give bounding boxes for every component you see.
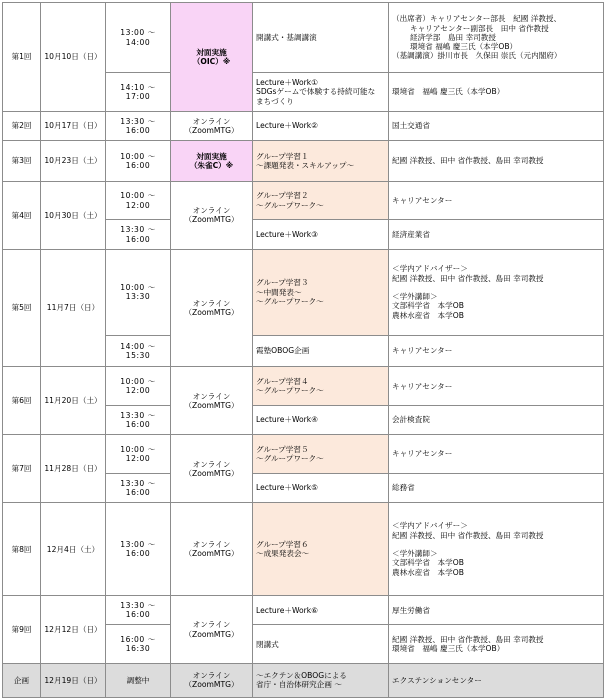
speaker-line: キャリアセンター副部長 田中 省作教授: [410, 23, 549, 33]
speaker-line: キャリアセンター: [392, 381, 453, 391]
session-speaker: [389, 3, 604, 73]
session-content: [253, 435, 389, 473]
speaker-line: 国土交通省: [392, 121, 430, 131]
speaker-line: キャリアセンター: [392, 346, 453, 356]
delivery-format: [171, 503, 253, 596]
session-time: 10:00 ～ 12:00: [106, 367, 171, 405]
speaker-line: 環境省 福嶋 慶三氏（本学OB）: [392, 87, 505, 97]
session-number: 第7回: [3, 435, 41, 503]
format-mode: オンライン: [192, 298, 231, 308]
session-content: [253, 249, 389, 335]
speaker-line: キャリアセンター: [392, 449, 453, 459]
content-line: 閉講式: [256, 639, 279, 649]
content-line: ～成果発表会～: [256, 549, 310, 559]
session-number: 企画: [3, 663, 41, 697]
speaker-line: 厚生労働省: [392, 605, 430, 615]
speaker-line: 紀國 洋教授、田中 省作教授、島田 幸司教授: [392, 156, 544, 166]
session-content: [253, 73, 389, 111]
format-mode: オンライン: [192, 539, 231, 549]
content-line: Lecture＋Work⑥: [256, 605, 318, 615]
session-date: 10月10日（日）: [41, 3, 106, 112]
session-speaker: [389, 73, 604, 111]
content-line: SDGsゲームで体験する持続可能な: [256, 87, 376, 97]
session-number: 第9回: [3, 596, 41, 664]
speaker-line: ＜学内アドバイザー＞: [392, 264, 468, 274]
content-line: ～中間発表～: [256, 287, 302, 297]
content-line: ～グループワーク～: [256, 200, 324, 210]
session-time: 13:30 ～ 16:00: [106, 596, 171, 625]
format-venue: （朱雀C）※: [189, 160, 234, 170]
content-line: グループ学習１: [256, 151, 309, 161]
speaker-line: 環境省 福嶋 慶三氏（本学OB）: [410, 42, 518, 52]
session-date: 10月23日（土）: [41, 141, 106, 182]
format-mode: オンライン: [192, 671, 231, 681]
session-content: [253, 111, 389, 140]
session-row: [3, 503, 604, 596]
session-time: 14:00 ～ 15:30: [106, 335, 171, 367]
content-line: Lecture＋Work④: [256, 415, 318, 425]
session-number: 第5回: [3, 249, 41, 367]
content-line: ～グループワーク～: [256, 454, 324, 464]
session-content: [253, 335, 389, 367]
session-row: [3, 3, 604, 73]
format-venue: （ZoomMTG）: [184, 468, 239, 478]
session-time: 14:10 ～ 17:00: [106, 73, 171, 111]
session-speaker: [389, 625, 604, 663]
format-mode: オンライン: [192, 116, 231, 126]
format-venue: （ZoomMTG）: [184, 215, 239, 225]
session-speaker: [389, 367, 604, 405]
session-date: 12月12日（日）: [41, 596, 106, 664]
session-row: [3, 111, 604, 140]
session-time: 13:30 ～ 16:00: [106, 473, 171, 502]
session-content: [253, 473, 389, 502]
speaker-line: 経済産業省: [392, 229, 430, 239]
session-speaker: [389, 596, 604, 625]
format-venue: （OIC）※: [192, 56, 231, 66]
session-speaker: [389, 503, 604, 596]
format-venue: （ZoomMTG）: [184, 680, 239, 690]
content-line: ～グループワーク～: [256, 386, 324, 396]
speaker-line: ＜学内アドバイザー＞: [392, 521, 468, 531]
content-line: 省庁・自治体研究企画 ～: [256, 680, 342, 690]
session-content: [253, 625, 389, 663]
session-date: 11月20日（土）: [41, 367, 106, 435]
session-time: 13:00 ～ 16:00: [106, 503, 171, 596]
session-speaker: [389, 663, 604, 697]
session-date: 12月4日（土）: [41, 503, 106, 596]
session-content: [253, 141, 389, 182]
session-row: [3, 249, 604, 335]
session-content: [253, 503, 389, 596]
speaker-line: 文部科学省 本学OB: [392, 301, 464, 311]
session-date: 12月19日（日）: [41, 663, 106, 697]
session-time: 10:00 ～ 13:30: [106, 249, 171, 335]
speaker-line: （基調講演）掛川市長 久保田 崇氏（元内閣府）: [392, 51, 562, 61]
session-content: [253, 367, 389, 405]
session-content: [253, 596, 389, 625]
schedule-body: [3, 3, 604, 698]
session-speaker: [389, 405, 604, 434]
session-time: 調整中: [106, 663, 171, 697]
format-mode: オンライン: [192, 620, 231, 630]
session-row: [3, 181, 604, 219]
session-date: 11月28日（日）: [41, 435, 106, 503]
content-line: ～課題発表・スキルアップ～: [256, 160, 355, 170]
session-time: 13:00 ～ 14:00: [106, 3, 171, 73]
speaker-line: 紀國 洋教授、田中 省作教授、島田 幸司教授: [392, 273, 544, 283]
session-date: 10月30日（土）: [41, 181, 106, 249]
session-speaker: [389, 111, 604, 140]
delivery-format: [171, 111, 253, 140]
session-time: 10:00 ～ 12:00: [106, 435, 171, 473]
delivery-format: [171, 141, 253, 182]
session-speaker: [389, 220, 604, 249]
session-speaker: [389, 141, 604, 182]
session-time: 16:00 ～ 16:30: [106, 625, 171, 663]
delivery-format: [171, 249, 253, 367]
format-mode: 対面実施: [196, 47, 227, 57]
format-mode: オンライン: [192, 391, 231, 401]
session-number: 第6回: [3, 367, 41, 435]
session-speaker: [389, 249, 604, 335]
speaker-line: キャリアセンター: [392, 195, 453, 205]
session-row: [3, 367, 604, 405]
session-speaker: [389, 181, 604, 219]
session-time: 10:00 ～ 16:00: [106, 141, 171, 182]
speaker-line: ＜学外講師＞: [392, 292, 438, 302]
speaker-line: 環境省 福嶋 慶三氏（本学OB）: [392, 644, 505, 654]
schedule-table: [2, 2, 604, 698]
format-venue: （ZoomMTG）: [184, 629, 239, 639]
format-venue: （ZoomMTG）: [184, 125, 239, 135]
session-row: [3, 435, 604, 473]
delivery-format: [171, 367, 253, 435]
content-line: Lecture＋Work⑤: [256, 483, 318, 493]
content-line: Lecture＋Work③: [256, 229, 318, 239]
speaker-line: 経済学部 島田 幸司教授: [410, 32, 496, 42]
speaker-line: 紀國 洋教授、田中 省作教授、島田 幸司教授: [392, 634, 544, 644]
delivery-format: [171, 181, 253, 249]
content-line: グループ学習６: [256, 539, 309, 549]
format-venue: （ZoomMTG）: [184, 308, 239, 318]
session-date: 10月17日（日）: [41, 111, 106, 140]
format-venue: （ZoomMTG）: [184, 549, 239, 559]
speaker-line: ＜学外講師＞: [392, 549, 438, 559]
session-row: [3, 663, 604, 697]
session-number: 第3回: [3, 141, 41, 182]
speaker-line: 農林水産省 本学OB: [392, 567, 464, 577]
content-line: グループ学習５: [256, 444, 309, 454]
session-time: 13:30 ～ 16:00: [106, 220, 171, 249]
session-number: 第8回: [3, 503, 41, 596]
content-line: グループ学習２: [256, 191, 309, 201]
content-line: Lecture＋Work①: [256, 78, 318, 88]
speaker-line: エクステンションセンター: [392, 675, 482, 685]
session-row: [3, 596, 604, 625]
delivery-format: [171, 435, 253, 503]
format-mode: 対面実施: [196, 151, 227, 161]
session-speaker: [389, 473, 604, 502]
speaker-line: 紀國 洋教授、田中 省作教授、島田 幸司教授: [392, 530, 544, 540]
speaker-line: （出席者）キャリアセンター部長 紀國 洋教授、: [392, 14, 562, 24]
session-speaker: [389, 435, 604, 473]
content-line: 開講式・基調講演: [256, 32, 317, 42]
session-speaker: [389, 335, 604, 367]
content-line: まちづくり: [256, 96, 294, 106]
session-content: [253, 405, 389, 434]
delivery-format: [171, 3, 253, 112]
speaker-line: 農林水産省 本学OB: [392, 310, 464, 320]
session-content: [253, 3, 389, 73]
format-venue: （ZoomMTG）: [184, 400, 239, 410]
content-line: 霞塾OBOG企画: [256, 346, 310, 356]
session-time: 13:30 ～ 16:00: [106, 405, 171, 434]
speaker-line: 文部科学省 本学OB: [392, 558, 464, 568]
speaker-line: 会計検査院: [392, 415, 430, 425]
session-number: 第1回: [3, 3, 41, 112]
session-content: [253, 663, 389, 697]
content-line: Lecture＋Work②: [256, 121, 318, 131]
session-row: [3, 141, 604, 182]
format-mode: オンライン: [192, 206, 231, 216]
speaker-line: 総務省: [392, 483, 415, 493]
session-time: 10:00 ～ 12:00: [106, 181, 171, 219]
session-date: 11月7日（日）: [41, 249, 106, 367]
session-number: 第4回: [3, 181, 41, 249]
session-content: [253, 181, 389, 219]
delivery-format: [171, 663, 253, 697]
content-line: ～グループワーク～: [256, 296, 324, 306]
delivery-format: [171, 596, 253, 664]
content-line: グループ学習４: [256, 376, 309, 386]
session-time: 13:30 ～ 16:00: [106, 111, 171, 140]
session-content: [253, 220, 389, 249]
content-line: グループ学習３: [256, 278, 309, 288]
format-mode: オンライン: [192, 459, 231, 469]
content-line: ～エクテン＆OBOGによる: [256, 671, 347, 681]
session-number: 第2回: [3, 111, 41, 140]
